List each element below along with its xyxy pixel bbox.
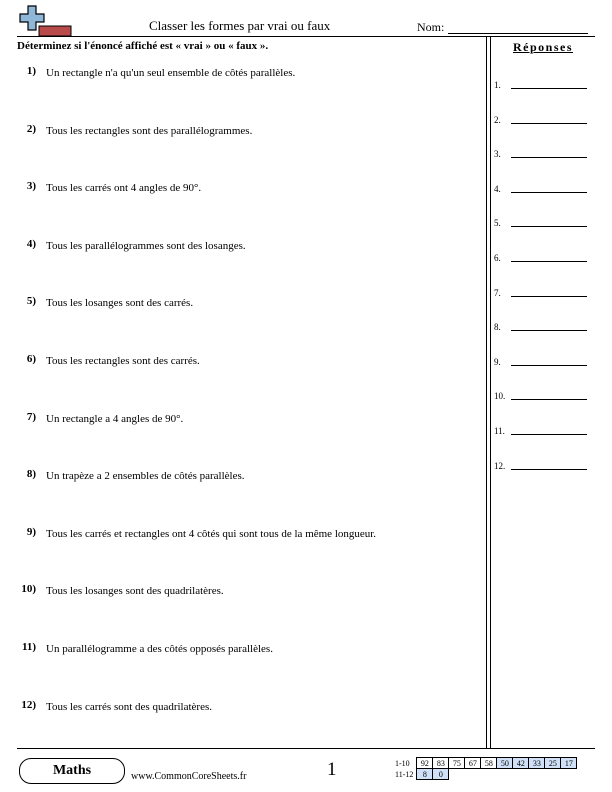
name-field[interactable] xyxy=(448,33,588,34)
score-cell: 25 xyxy=(545,758,561,769)
top-rule xyxy=(17,36,595,37)
score-table xyxy=(395,757,577,780)
answer-number: 4. xyxy=(494,183,501,194)
score-cell: 50 xyxy=(497,758,513,769)
answer-blank[interactable] xyxy=(511,330,587,331)
question-text: Tous les carrés sont des quadrilatères. xyxy=(46,700,213,713)
score-cell: 67 xyxy=(465,758,481,769)
answer-blank[interactable] xyxy=(511,296,587,297)
column-divider xyxy=(490,36,491,748)
question-number: 9) xyxy=(26,525,36,538)
subject-badge: Maths xyxy=(19,758,125,784)
question-number: 6) xyxy=(26,353,36,365)
bottom-rule xyxy=(17,748,595,749)
question-number: 4) xyxy=(26,237,36,250)
answer-number: 5. xyxy=(494,218,501,229)
score-cell: 75 xyxy=(449,758,465,769)
answer-blank[interactable] xyxy=(511,192,587,193)
plus-logo-icon xyxy=(17,4,73,38)
score-row xyxy=(395,758,577,769)
question-number: 11) xyxy=(21,641,36,653)
instructions: Déterminez si l'énoncé affiché est « vrai » ou « faux ». xyxy=(17,40,269,52)
question-number: 3) xyxy=(26,180,36,193)
answer-number: 1. xyxy=(494,80,501,90)
score-row xyxy=(395,769,577,780)
question-number: 5) xyxy=(26,295,36,308)
page-number: 1 xyxy=(327,759,337,780)
question-text: Un parallélogramme a des côtés opposés parallèles. xyxy=(46,643,273,655)
answer-blank[interactable] xyxy=(511,365,587,366)
score-cell: 83 xyxy=(433,758,449,769)
score-row-label: 11-12 xyxy=(395,769,414,779)
question-text: Un trapèze a 2 ensembles de côtés parallèles. xyxy=(46,470,245,483)
name-label: Nom: xyxy=(417,20,445,34)
answer-blank[interactable] xyxy=(511,157,587,158)
question-text: Un rectangle a 4 angles de 90°. xyxy=(46,412,184,425)
answer-number: 9. xyxy=(494,356,501,367)
answer-number: 10. xyxy=(494,391,506,402)
answer-number: 7. xyxy=(494,287,501,298)
question-text: Tous les parallélogrammes sont des losanges. xyxy=(46,239,246,252)
question-text: Tous les losanges sont des carrés. xyxy=(46,297,194,310)
answers-heading: Réponses xyxy=(512,40,573,54)
answer-number: 2. xyxy=(494,114,501,125)
score-cell: 0 xyxy=(433,769,449,780)
website-link[interactable]: www.CommonCoreSheets.fr xyxy=(131,771,247,782)
answer-blank[interactable] xyxy=(511,434,587,435)
answer-blank[interactable] xyxy=(511,469,587,470)
score-cell: 58 xyxy=(481,758,497,769)
answer-number: 8. xyxy=(494,322,501,333)
answer-blank[interactable] xyxy=(511,123,587,124)
question-number: 7) xyxy=(26,410,36,423)
answer-number: 11. xyxy=(494,426,505,436)
score-row-label: 1-10 xyxy=(395,758,410,768)
score-cell: 42 xyxy=(513,758,529,769)
answer-blank[interactable] xyxy=(511,399,587,400)
answer-blank[interactable] xyxy=(511,88,587,89)
question-number: 8) xyxy=(26,468,36,481)
answer-number: 12. xyxy=(494,460,506,471)
question-number: 12) xyxy=(21,698,36,711)
answer-blank[interactable] xyxy=(511,226,587,227)
answer-blank[interactable] xyxy=(511,261,587,262)
question-text: Tous les carrés ont 4 angles de 90°. xyxy=(46,182,202,195)
worksheet-title: Classer les formes par vrai ou faux xyxy=(149,18,331,33)
question-text: Tous les rectangles sont des carrés. xyxy=(46,355,200,367)
question-text: Tous les carrés et rectangles ont 4 côtés qui sont tous de la même longueur. xyxy=(46,527,377,540)
score-cell: 17 xyxy=(561,758,577,769)
question-number: 10) xyxy=(21,583,36,596)
score-cell: 8 xyxy=(417,769,433,780)
answer-number: 6. xyxy=(494,253,501,263)
score-cell: 92 xyxy=(417,758,433,769)
question-text: Tous les losanges sont des quadrilatères. xyxy=(46,585,224,598)
question-number: 2) xyxy=(26,122,36,135)
question-number: 1) xyxy=(26,65,36,77)
answer-number: 3. xyxy=(494,149,501,160)
column-divider xyxy=(486,36,487,748)
score-cell: 33 xyxy=(529,758,545,769)
question-text: Un rectangle n'a qu'un seul ensemble de côtés parallèles. xyxy=(46,67,296,79)
question-text: Tous les rectangles sont des parallélogrammes. xyxy=(46,124,253,137)
